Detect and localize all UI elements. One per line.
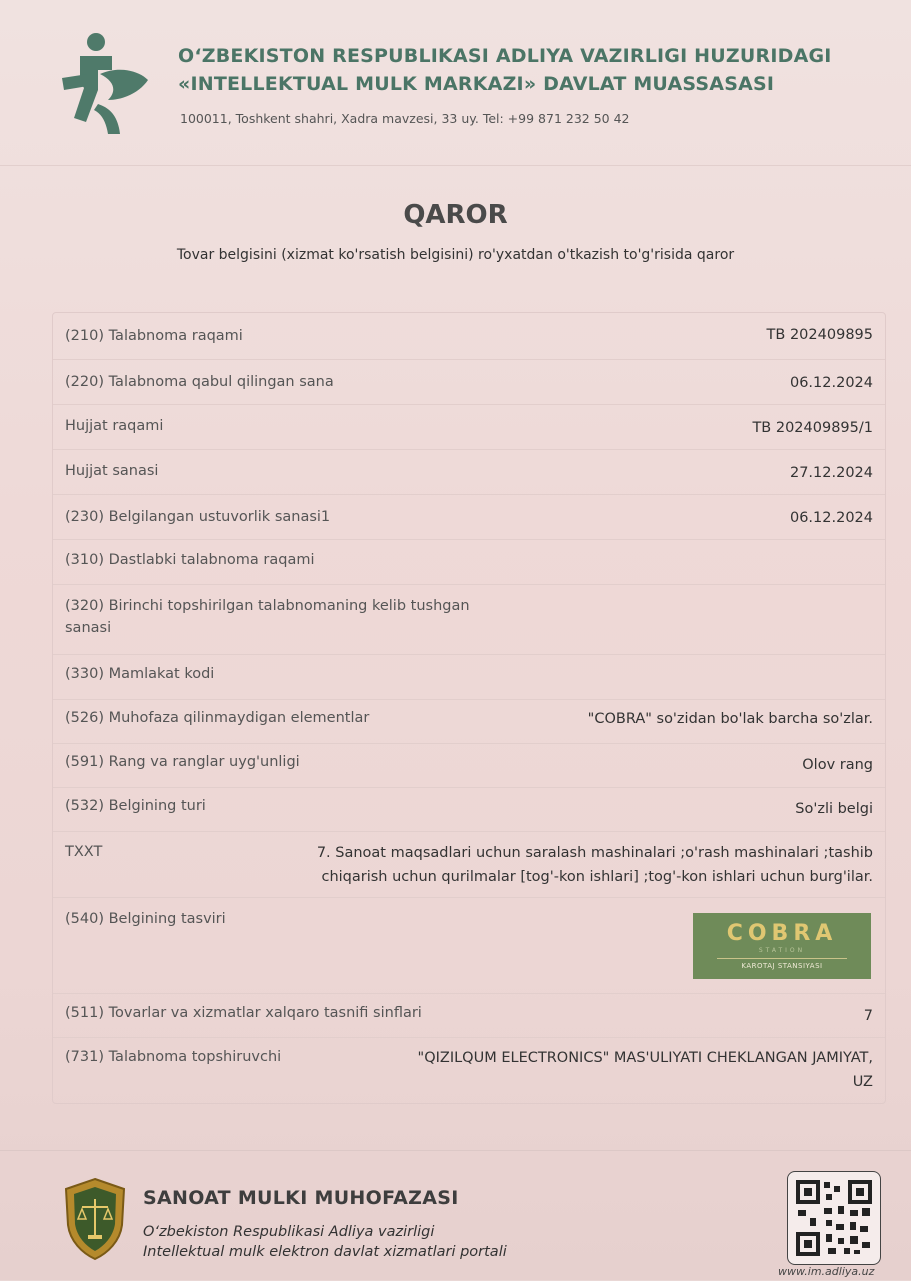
table-row bbox=[53, 743, 885, 788]
trademark-divider bbox=[717, 958, 847, 959]
row-label: Hujjat raqami bbox=[65, 418, 164, 434]
organization-name bbox=[178, 42, 878, 98]
table-row bbox=[53, 539, 885, 585]
row-value: Olov rang bbox=[802, 757, 873, 773]
page-footer bbox=[0, 1150, 911, 1281]
justice-emblem-icon bbox=[58, 1175, 132, 1261]
table-row bbox=[53, 699, 885, 744]
table-row bbox=[53, 584, 885, 655]
organization-name-line2: «INTELLEKTUAL MULK MARKAZI» DAVLAT MUASSASASI bbox=[178, 73, 775, 95]
row-label: (540) Belgining tasviri bbox=[65, 911, 226, 927]
footer-ministry: O‘zbekiston Respublikasi Adliya vazirligi bbox=[143, 1224, 435, 1240]
row-value: TB 202409895 bbox=[766, 327, 873, 343]
document-subtitle: Tovar belgisini (xizmat ko'rsatish belgisini) ro'yxatdan o'tkazish to'g'risida qaror bbox=[176, 247, 735, 263]
letterhead bbox=[0, 0, 911, 166]
row-label: (310) Dastlabki talabnoma raqami bbox=[65, 552, 315, 568]
row-label: (526) Muhofaza qilinmaydigan elementlar bbox=[65, 710, 370, 726]
table-row bbox=[53, 359, 885, 405]
row-label: (220) Talabnoma qabul qilingan sana bbox=[65, 374, 334, 390]
row-value: 06.12.2024 bbox=[789, 510, 873, 526]
table-row bbox=[53, 993, 885, 1038]
portal-url-link[interactable]: www.im.adliya.uz bbox=[778, 1265, 875, 1278]
row-value: 7 bbox=[863, 1008, 873, 1024]
row-label: (320) Birinchi topshirilgan talabnomaning kelib tushgan sanasi bbox=[65, 598, 470, 636]
table-row bbox=[53, 449, 885, 495]
table-row bbox=[53, 897, 885, 994]
row-label: (591) Rang va ranglar uyg'unligi bbox=[65, 754, 300, 770]
row-value: 06.12.2024 bbox=[789, 375, 873, 391]
table-row bbox=[53, 494, 885, 540]
footer-title: SANOAT MULKI MUHOFAZASI bbox=[143, 1187, 459, 1209]
organization-name-line1: O‘ZBEKISTON RESPUBLIKASI ADLIYA VAZIRLIGI HUZURIDAGI bbox=[178, 45, 832, 67]
trademark-subtitle: KAROTAJ STANSIYASI bbox=[741, 961, 823, 970]
document-title: QAROR bbox=[403, 200, 508, 230]
trademark-station: STATION bbox=[758, 946, 806, 954]
row-label: (731) Talabnoma topshiruvchi bbox=[65, 1049, 282, 1065]
row-value: So'zli belgi bbox=[795, 801, 873, 817]
table-row bbox=[53, 831, 885, 898]
row-value: 7. Sanoat maqsadlari uchun saralash mashinalari ;o'rash mashinalari ;tashib chiqarish uchun qurilmalar [tog'-kon ishlari] ;tog'-kon ishlari uchun burg'ilar. bbox=[316, 845, 873, 885]
table-row bbox=[53, 313, 885, 360]
row-label: (210) Talabnoma raqami bbox=[65, 328, 243, 344]
row-label: Hujjat sanasi bbox=[65, 463, 159, 479]
row-label: (511) Tovarlar va xizmatlar xalqaro tasnifi sinflari bbox=[65, 1005, 422, 1021]
row-value: 27.12.2024 bbox=[789, 465, 873, 481]
table-row bbox=[53, 1037, 885, 1103]
table-row bbox=[53, 654, 885, 700]
row-value: TB 202409895/1 bbox=[752, 420, 873, 436]
row-value: "QIZILQUM ELECTRONICS" MAS'ULIYATI CHEKLANGAN JAMIYAT, UZ bbox=[417, 1050, 873, 1090]
row-label: TXXT bbox=[65, 844, 103, 860]
table-row bbox=[53, 404, 885, 450]
organization-address: 100011, Toshkent shahri, Xadra mavzesi, 33 uy. Tel: +99 871 232 50 42 bbox=[180, 111, 630, 126]
footer-portal: Intellektual mulk elektron davlat xizmatlari portali bbox=[143, 1244, 507, 1260]
row-label: (230) Belgilangan ustuvorlik sanasi1 bbox=[65, 509, 331, 525]
trademark-brand: COBRA bbox=[726, 920, 838, 946]
trademark-image bbox=[693, 913, 871, 979]
decision-details-table bbox=[52, 312, 886, 1104]
row-value: "COBRA" so'zidan bo'lak barcha so'zlar. bbox=[587, 711, 873, 727]
row-label: (532) Belgining turi bbox=[65, 798, 206, 814]
intellectual-property-center-logo-icon bbox=[58, 30, 150, 140]
table-row bbox=[53, 787, 885, 832]
row-label: (330) Mamlakat kodi bbox=[65, 666, 215, 682]
qr-code-icon[interactable] bbox=[787, 1171, 881, 1265]
